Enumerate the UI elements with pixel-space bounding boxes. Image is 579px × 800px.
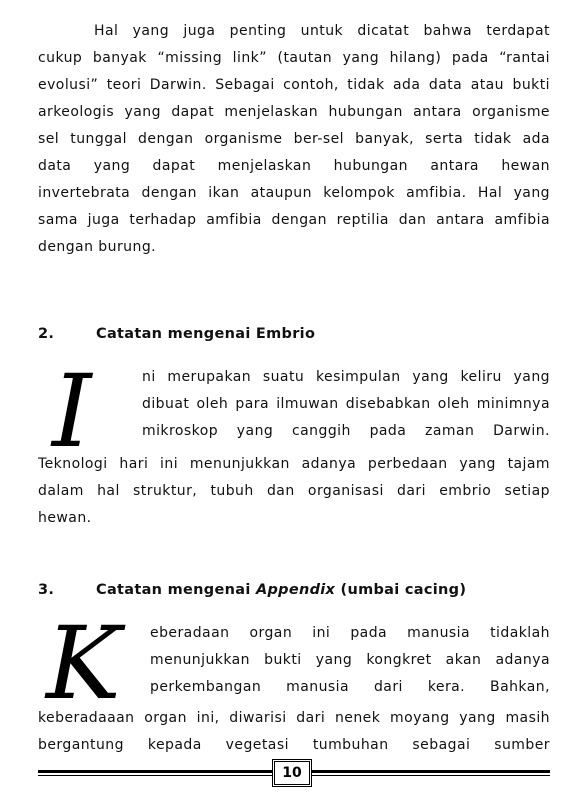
intro-line: sama juga terhadap amfibia dengan reptilia dan antara amfibia — [38, 212, 550, 228]
paragraph-line: dibuat oleh para ilmuwan disebabkan oleh minimnya — [142, 396, 550, 412]
paragraph-line: dalam hal struktur, tubuh dan organisasi dari embrio setiap — [38, 483, 550, 499]
intro-line: sel tunggal dengan organisme ber-sel banyak, serta tidak ada — [38, 131, 550, 147]
paragraph-line: bergantung kepada vegetasi tumbuhan sebagai sumber — [38, 737, 550, 753]
section-title: Catatan mengenai Embrio — [96, 326, 316, 342]
intro-line: data yang dapat menjelaskan hubungan antara hewan — [38, 158, 550, 174]
paragraph-line: ni merupakan suatu kesimpulan yang keliru yang — [142, 369, 550, 385]
paragraph-line: keberadaaan organ ini, diwarisi dari nenek moyang yang masih — [38, 710, 550, 726]
dropcap-letter: K — [46, 605, 121, 722]
paragraph-line: mikroskop yang canggih pada zaman Darwin. — [142, 423, 550, 439]
intro-line: invertebrata dengan ikan ataupun kelompok amfibia. Hal yang — [38, 185, 550, 201]
intro-line: arkeologis yang dapat menjelaskan hubungan antara organisme — [38, 104, 550, 120]
section-2-heading — [38, 326, 315, 342]
section-title-suffix: (umbai cacing) — [335, 582, 467, 598]
page-number-box — [272, 759, 312, 787]
section-title-italic: Appendix — [255, 582, 336, 598]
section-2-indented — [142, 364, 550, 445]
paragraph-line: hewan. — [38, 510, 92, 526]
intro-line: cukup banyak “missing link” (tautan yang hilang) pada “rantai — [38, 50, 550, 66]
paragraph-line: menunjukkan bukti yang kongkret akan adanya — [150, 652, 550, 668]
section-number: 2. — [38, 326, 55, 342]
paragraph-line: eberadaan organ ini pada manusia tidaklah — [150, 625, 550, 641]
dropcap-letter: I — [52, 353, 92, 470]
intro-line: dengan burung. — [38, 239, 157, 255]
section-number: 3. — [38, 582, 55, 598]
page-number: 10 — [282, 765, 302, 781]
intro-line: Hal yang juga penting untuk dicatat bahwa terdapat — [94, 23, 550, 39]
section-3-indented — [150, 620, 550, 701]
section-3-heading — [38, 582, 466, 598]
section-title-prefix: Catatan mengenai — [96, 582, 256, 598]
section-2-body — [38, 451, 550, 532]
intro-paragraph — [38, 18, 550, 261]
paragraph-line: perkembangan manusia dari kera. Bahkan, — [150, 679, 550, 695]
section-3-body — [38, 705, 550, 759]
intro-line: evolusi” teori Darwin. Sebagai contoh, tidak ada data atau bukti — [38, 77, 550, 93]
paragraph-line: Teknologi hari ini menunjukkan adanya perbedaan yang tajam — [38, 456, 550, 472]
